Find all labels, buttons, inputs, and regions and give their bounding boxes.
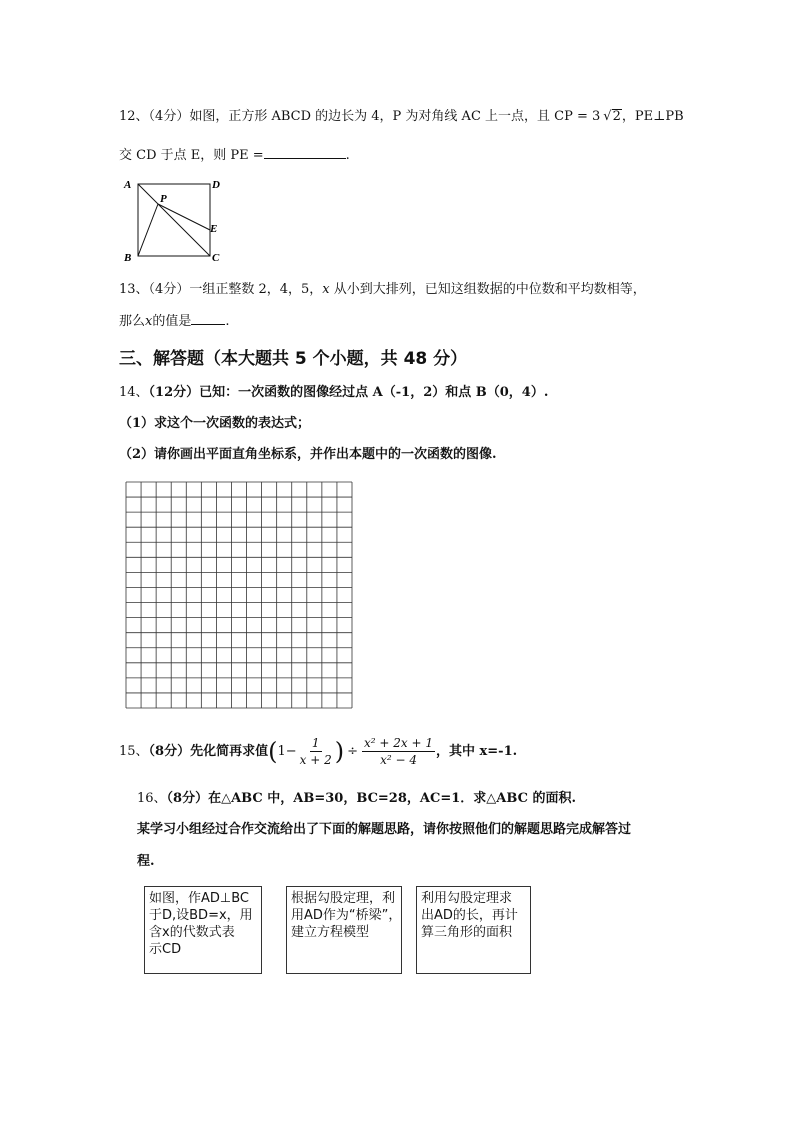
hint-box-1-line: 含x的代数式表 [149,925,235,940]
q13-end: . [225,314,230,329]
q16-intro-line1: 某学习小组经过合作交流给出了下面的解题思路，请你按照他们的解题思路完成解答过 [137,822,632,837]
q15-number: 15、 [119,744,149,759]
q12-line2 [119,146,350,165]
q13-points: （4分） [148,282,190,297]
q12-end: . [345,148,350,163]
q14-number: 14、 [119,385,149,400]
q15-suffix: ，其中 x=-1. [436,744,518,759]
q16-line [137,790,576,808]
hint-box-3-line: 算三角形的面积 [421,925,513,940]
label-b: B [124,252,132,264]
hint-box-3-line: 出AD的长，再计 [421,908,518,923]
q15-frac2-numerator: x² + 2x + 1 [364,736,434,750]
q14-sub2: （2）请你画出平面直角坐标系，并作出本题中的一次函数的图像. [119,447,497,462]
close-paren: ) [334,737,345,766]
q12-number: 12、 [119,109,149,124]
q15-fraction-1 [298,736,334,767]
hint-box-1-line: 如图，作AD⊥BC [149,891,249,906]
section-3-heading: 三、解答题（本大题共 5 个小题，共 48 分） [119,349,468,369]
q12-sqrt-value: 2 [612,109,621,124]
hint-box-1-line: 示CD [149,942,182,957]
q14-line [119,384,548,402]
sqrt-symbol: √ [603,109,612,124]
label-c: C [212,252,220,264]
label-e: E [210,223,218,235]
q15-points: （8分） [148,744,191,759]
q12-text-part2: ，PE⊥PB [621,109,684,124]
q16-number: 16、 [137,791,167,806]
graph-grid[interactable] [125,481,353,709]
hint-box-2-line: 根据勾股定理，利 [291,891,396,906]
hint-box-3-line: 利用勾股定理求 [421,891,513,906]
label-p: P [160,193,167,205]
q14-points: （12分） [148,385,200,400]
q13-var-x: x [322,282,330,297]
open-paren: ( [268,737,278,766]
q13-text-part2: 从小到大排列，已知这组数据的中位数和平均数相等， [329,282,646,297]
q12-text-part1: 如图，正方形 ABCD 的边长为 4，P 为对角线 AC 上一点，且 CP = 3 [189,109,601,124]
q13-text-part3: 那么 [119,314,146,329]
q13-text-part4: 的值是 [152,314,192,329]
q15-fraction-2 [362,736,435,767]
q15-one-minus: 1− [277,744,297,759]
q12-points: （4分） [148,109,190,124]
q13-line2 [119,312,230,331]
hint-box-2 [286,886,402,974]
q12-line1 [119,108,684,126]
segment-pb [138,204,158,256]
hint-box-1 [144,886,262,974]
q16-text: 在△ABC 中，AB=30，BC=28，AC=1．求△ABC 的面积. [208,791,576,806]
q15-frac1-numerator: 1 [311,736,320,750]
q14-sub1: （1）求这个一次函数的表达式； [119,416,311,431]
q14-text: 已知：一次函数的图像经过点 A（-1，2）和点 B（0，4）. [199,385,549,400]
q13-var-x-2: x [145,314,153,329]
q15-line [119,733,517,771]
q13-line1 [119,281,646,299]
segment-pe [158,204,210,230]
q13-number: 13、 [119,282,149,297]
square-figure [118,174,230,266]
hint-box-2-line: 用AD作为“桥梁”， [291,908,402,923]
q12-text-part3: 交 CD 于点 E，则 PE = [119,148,264,163]
q15-frac2-denominator: x² − 4 [380,753,417,767]
q15-prefix: 先化简再求值 [190,744,269,759]
q16-intro-line2: 程. [137,854,155,869]
q12-answer-blank[interactable] [264,146,346,159]
hint-box-1-line: 于D,设BD=x，用 [149,908,253,923]
q13-text-part1: 一组正整数 2，4，5， [189,282,323,297]
label-a: A [124,179,132,191]
diagonal-ac [138,184,210,256]
q16-points: （8分） [166,791,209,806]
label-d: D [212,179,220,191]
q15-frac1-denominator: x + 2 [299,753,332,767]
hint-box-3 [416,886,531,974]
q15-divide: ÷ [347,744,359,759]
hint-box-2-line: 建立方程模型 [291,925,370,940]
q13-answer-blank[interactable] [191,312,225,325]
